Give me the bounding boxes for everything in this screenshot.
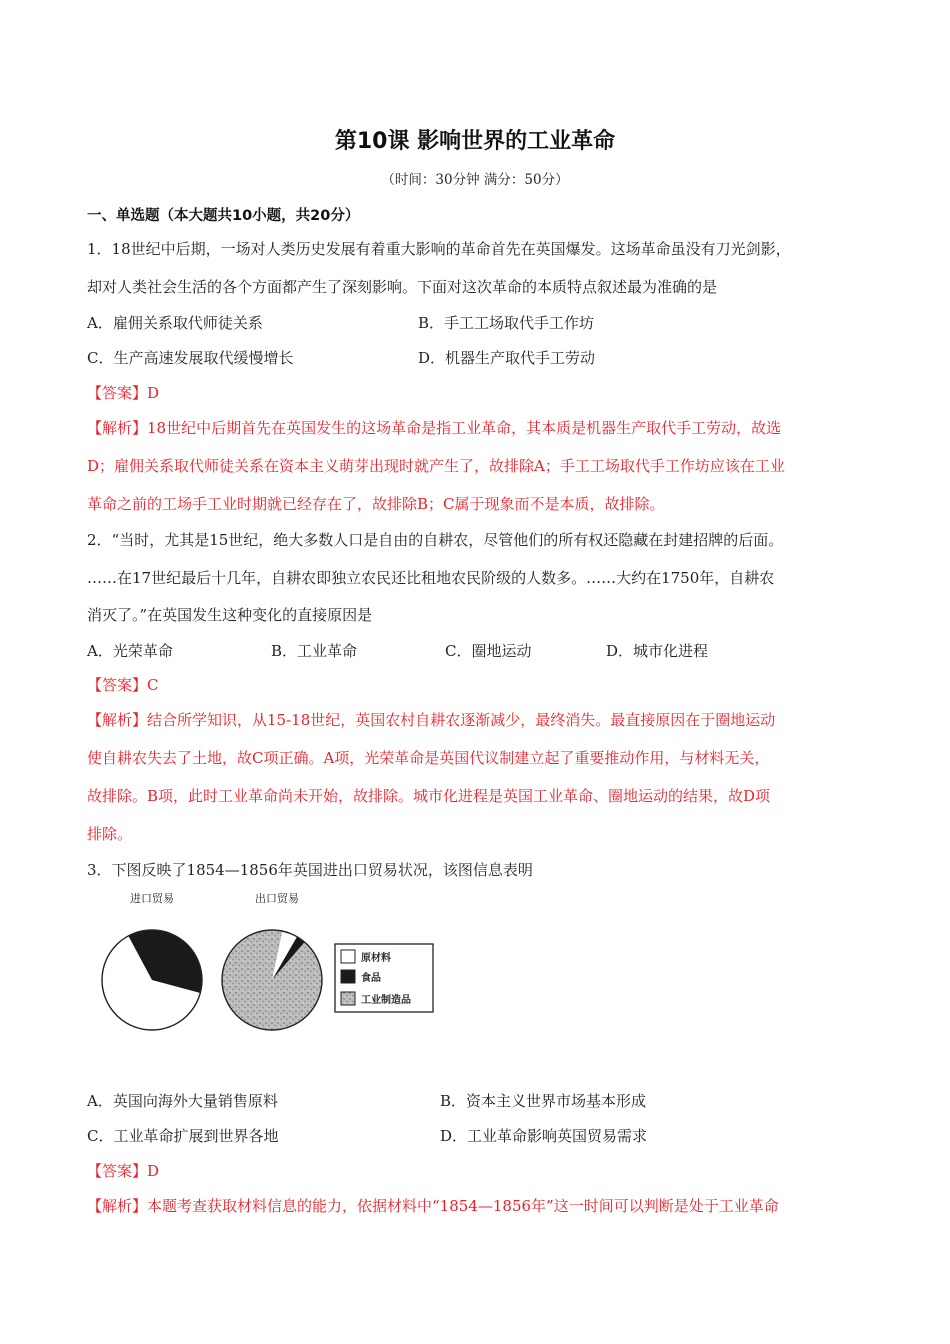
q2-option-c: C．圈地运动: [445, 642, 532, 660]
q1-analysis-line: 革命之前的工场手工业时期就已经存在了，故排除B；C属于现象而不是本质，故排除。: [87, 495, 665, 513]
answer-tag: 【答案】: [87, 676, 148, 694]
legend-label: 食品: [361, 973, 381, 984]
chart-legend: [335, 944, 433, 1012]
answer-value: C: [147, 676, 159, 694]
answer-tag: 【答案】: [87, 1162, 148, 1180]
page-title: 第10课 影响世界的工业革命: [334, 129, 616, 154]
q3-option-c: C．工业革命扩展到世界各地: [87, 1127, 279, 1145]
q3-option-b: B．资本主义世界市场基本形成: [440, 1092, 647, 1110]
section-heading: 一、单选题（本大题共10小题，共20分）: [87, 208, 360, 224]
q2-analysis-line: 使自耕农失去了土地，故C项正确。A项，光荣革命是英国代议制建立起了重要推动作用，与材料无关，: [87, 749, 770, 767]
q1-stem-line: 1．18世纪中后期，一场对人类历史发展有着重大影响的革命首先在英国爆发。这场革命虽没有刀光剑影，: [87, 240, 791, 258]
analysis-text: 本题考查获取材料信息的能力，依据材料中“1854—1856年”这一时间可以判断是处于工业革命: [147, 1197, 779, 1215]
legend-swatch-food: [341, 970, 355, 983]
q3-stem-line: 3．下图反映了1854—1856年英国进出口贸易状况，该图信息表明: [87, 861, 533, 879]
q2-analysis-line: 排除。: [87, 825, 133, 843]
q3-option-a: A．英国向海外大量销售原料: [87, 1092, 278, 1110]
q2-option-a: A．光荣革命: [87, 642, 173, 660]
export-pie: [222, 930, 322, 1030]
export-chart-title: 出口贸易: [255, 892, 299, 905]
q2-analysis-line: 故排除。B项，此时工业革命尚未开始，故排除。城市化进程是英国工业革命、圈地运动的结果，故D项: [87, 787, 771, 805]
analysis-text: 18世纪中后期首先在英国发生的这场革命是指工业革命，其本质是机器生产取代手工劳动，故选: [147, 419, 782, 437]
q1-analysis-line: D；雇佣关系取代师徒关系在资本主义萌芽出现时就产生了，故排除A；手工工场取代手工作坊应该在工业: [87, 457, 785, 475]
analysis-tag: 【解析】: [87, 419, 148, 437]
legend-swatch-raw: [341, 950, 355, 963]
exam-info: （时间：30分钟 满分：50分）: [381, 172, 569, 188]
legend-swatch-manufactured: [341, 992, 355, 1005]
import-chart-title: 进口贸易: [130, 892, 174, 905]
q2-analysis-line: [87, 709, 775, 730]
analysis-tag: 【解析】: [87, 711, 148, 729]
q2-option-d: D．城市化进程: [606, 642, 709, 660]
q2-stem-line: ……在17世纪最后十几年，自耕农即独立农民还比租地农民阶级的人数多。……大约在1750年，自耕农: [87, 569, 775, 587]
q1-option-a: A．雇佣关系取代师徒关系: [87, 314, 263, 332]
q3-analysis-line: [87, 1195, 779, 1216]
q1-stem-line: 却对人类社会生活的各个方面都产生了深刻影响。下面对这次革命的本质特点叙述最为准确的是: [87, 278, 718, 296]
legend-label: 工业制造品: [361, 995, 411, 1006]
q2-stem-line: 消灭了。”在英国发生这种变化的直接原因是: [87, 606, 373, 624]
analysis-text: 结合所学知识，从15-18世纪，英国农村自耕农逐渐减少，最终消失。最直接原因在于圈地运动: [147, 711, 776, 729]
q2-stem-line: 2．“当时，尤其是15世纪，绝大多数人口是自由的自耕农，尽管他们的所有权还隐藏在封建招牌的后面。: [87, 531, 784, 549]
legend-label: 原材料: [361, 953, 391, 964]
trade-pie-charts: [85, 884, 445, 1044]
q1-analysis-line: [87, 417, 781, 438]
analysis-tag: 【解析】: [87, 1197, 148, 1215]
q1-option-d: D．机器生产取代手工劳动: [418, 349, 596, 367]
q2-answer: [87, 674, 159, 695]
q1-answer: [87, 382, 159, 403]
answer-tag: 【答案】: [87, 384, 148, 402]
answer-value: D: [147, 384, 160, 402]
import-pie: [102, 930, 202, 1030]
q1-option-b: B．手工工场取代手工作坊: [418, 314, 595, 332]
q3-option-d: D．工业革命影响英国贸易需求: [440, 1127, 648, 1145]
answer-value: D: [147, 1162, 160, 1180]
q3-answer: [87, 1160, 159, 1181]
q1-option-c: C．生产高速发展取代缓慢增长: [87, 349, 294, 367]
q2-option-b: B．工业革命: [271, 642, 358, 660]
